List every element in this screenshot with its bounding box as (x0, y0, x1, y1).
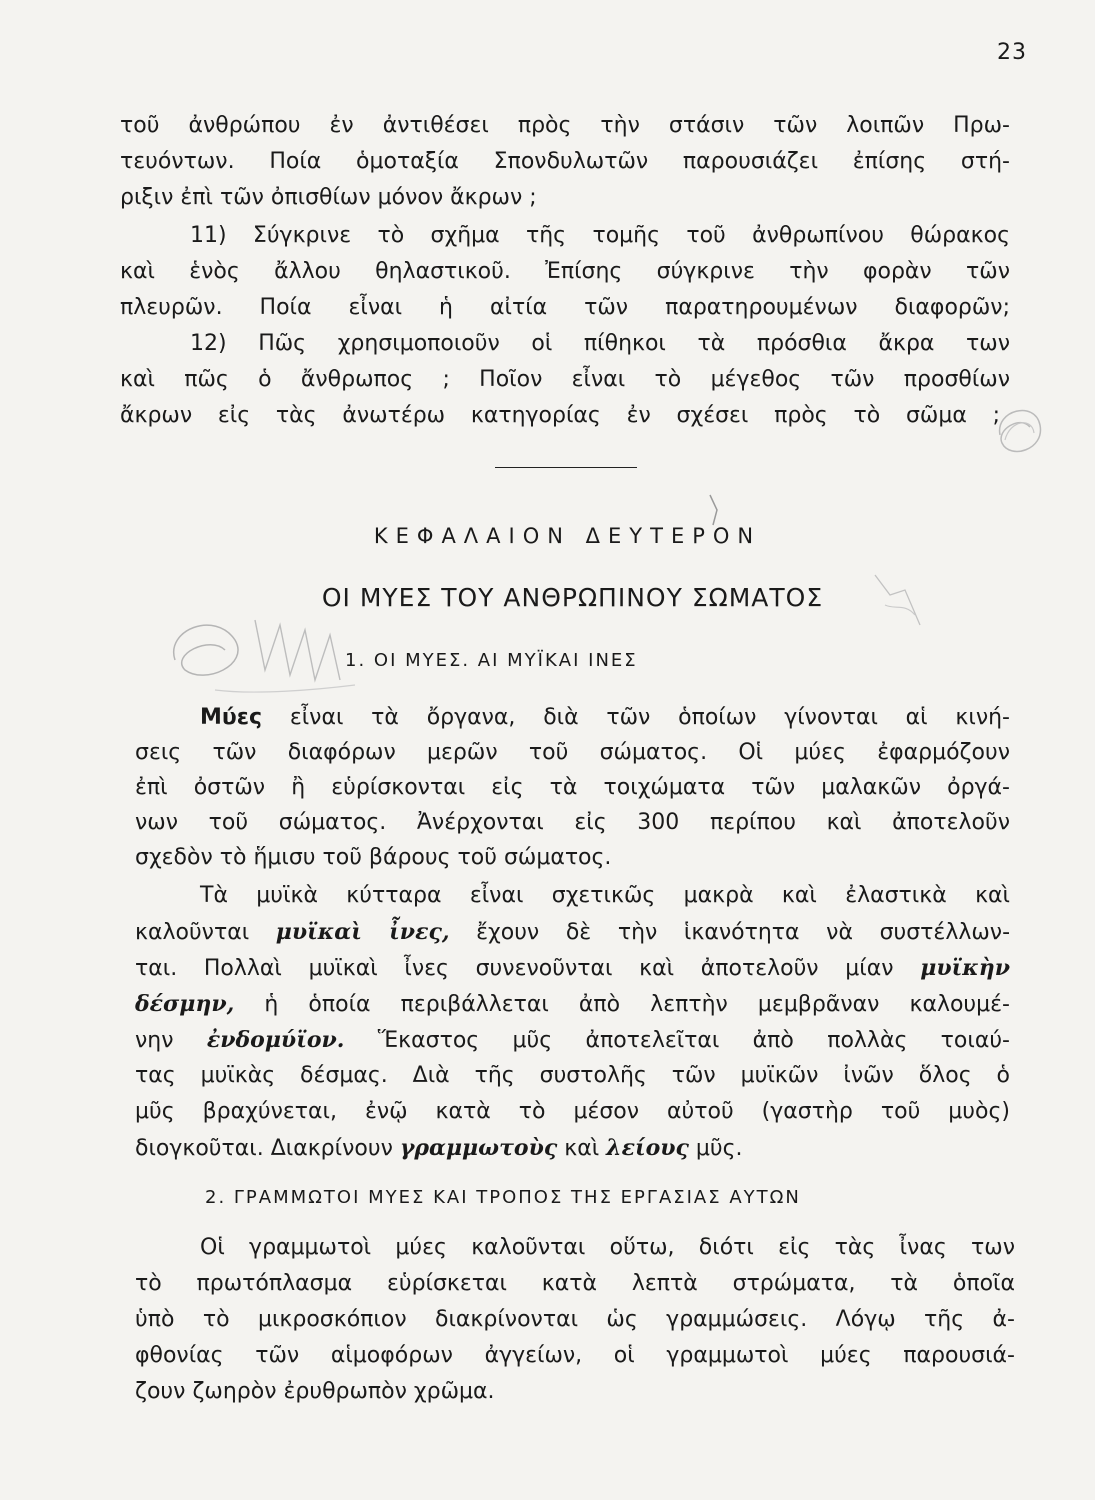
key-term: λείους (606, 1135, 689, 1161)
text-span: ἔχουν δὲ τὴν ἱκανότητα νὰ συστέλλων- (449, 920, 1011, 945)
paragraph-line: Οἱ γραμμωτοὶ μύες καλοῦνται οὕτω, διότι εἰς τὰς ἶνας των (200, 1235, 1015, 1260)
paragraph-line (135, 916, 1010, 949)
separator-rule (495, 467, 637, 468)
text-span: καὶ (557, 1136, 607, 1161)
key-term: γραμμωτοὺς (399, 1135, 558, 1161)
key-term: δέσμην, (135, 991, 235, 1017)
paragraph-line: σεις τῶν διαφόρων μερῶν τοῦ σώματος. Οἱ μύες ἐφαρμόζουν (135, 740, 1010, 765)
paragraph-line: σχεδὸν τὸ ἥμισυ τοῦ βάρους τοῦ σώματος. (135, 845, 612, 870)
paragraph-line: μῦς βραχύνεται, ἐνῷ κατὰ τὸ μέσον αὐτοῦ (γαστὴρ τοῦ μυὸς) (135, 1099, 1010, 1124)
key-term: μυϊκαὶ ἶνες, (275, 919, 450, 945)
text-span: νην (135, 1028, 207, 1053)
text-span: καλοῦνται (135, 920, 276, 945)
question-line: 11) Σύγκρινε τὸ σχῆμα τῆς τομῆς τοῦ ἀνθρωπίνου θώρακος (190, 223, 1010, 248)
paragraph-line: ὑπὸ τὸ μικροσκόπιον διακρίνονται ὡς γραμμώσεις. Λόγῳ τῆς ἀ- (135, 1307, 1015, 1332)
section-heading: 2. ΓΡΑΜΜΩΤΟΙ ΜΥΕΣ ΚΑΙ ΤΡΟΠΟΣ ΤΗΣ ΕΡΓΑΣΙΑΣ ΑΥΤΩΝ (205, 1187, 801, 1208)
question-line: τοῦ ἀνθρώπου ἐν ἀντιθέσει πρὸς τὴν στάσιν τῶν λοιπῶν Πρω- (120, 113, 1010, 138)
paragraph-line (135, 988, 1010, 1021)
paragraph-line (135, 1024, 1010, 1057)
question-line: καὶ πῶς ὁ ἄνθρωπος ; Ποῖον εἶναι τὸ μέγεθος τῶν προσθίων (120, 367, 1010, 392)
text-span: ἡ ὁποία περιβάλλεται ἀπὸ λεπτὴν μεμβρᾶναν καλουμέ- (234, 992, 1010, 1017)
key-term: ἐνδομύϊον. (206, 1027, 345, 1053)
paragraph-line: ζουν ζωηρὸν ἐρυθρωπὸν χρῶμα. (135, 1379, 495, 1404)
question-line: ἄκρων εἰς τὰς ἀνωτέρω κατηγορίας ἐν σχέσει πρὸς τὸ σῶμα ; (120, 403, 1000, 428)
text-span: Ἕκαστος μῦς ἀποτελεῖται ἀπὸ πολλὰς τοιαύ- (344, 1028, 1010, 1053)
chapter-title: ΟΙ ΜΥΕΣ ΤΟΥ ΑΝΘΡΩΠΙΝΟΥ ΣΩΜΑΤΟΣ (321, 583, 824, 612)
paragraph-line: τὸ πρωτόπλασμα εὑρίσκεται κατὰ λεπτὰ στρώματα, τὰ ὁποῖα (135, 1271, 1015, 1296)
chapter-label: ΚΕΦΑΛΑΙΟΝ ΔΕΥΤΕΡΟΝ (373, 524, 762, 548)
page-number: 23 (997, 40, 1027, 65)
text-span: μῦς. (688, 1136, 743, 1161)
question-line: πλευρῶν. Ποία εἶναι ἡ αἰτία τῶν παρατηρουμένων διαφορῶν; (120, 295, 1010, 320)
paragraph-line: φθονίας τῶν αἱμοφόρων ἀγγείων, οἱ γραμμωτοὶ μύες παρουσιά- (135, 1343, 1015, 1368)
paragraph-line: νων τοῦ σώματος. Ἀνέρχονται εἰς 300 περίπου καὶ ἀποτελοῦν (135, 810, 1010, 835)
question-line: ριξιν ἐπὶ τῶν ὀπισθίων μόνον ἄκρων ; (120, 185, 537, 210)
paragraph-line (200, 702, 1010, 734)
paragraph-line: Τὰ μυϊκὰ κύτταρα εἶναι σχετικῶς μακρὰ καὶ ἐλαστικὰ καὶ (200, 883, 1010, 908)
key-term: Μύες (200, 705, 263, 730)
paragraph-line: τας μυϊκὰς δέσμας. Διὰ τῆς συστολῆς τῶν μυϊκῶν ἰνῶν ὅλος ὁ (135, 1063, 1010, 1088)
question-line: 12) Πῶς χρησιμοποιοῦν οἱ πίθηκοι τὰ πρόσθια ἄκρα των (190, 331, 1010, 356)
question-line: καὶ ἑνὸς ἄλλου θηλαστικοῦ. Ἐπίσης σύγκρινε τὴν φορὰν τῶν (120, 259, 1010, 284)
text-span: ται. Πολλαὶ μυϊκαὶ ἶνες συνενοῦνται καὶ ἀποτελοῦν μίαν (135, 956, 921, 981)
question-line: τευόντων. Ποία ὁμοταξία Σπονδυλωτῶν παρουσιάζει ἐπίσης στή- (120, 149, 1010, 174)
paragraph-line (135, 952, 1010, 985)
paragraph-line: ἐπὶ ὀστῶν ἢ εὑρίσκονται εἰς τὰ τοιχώματα τῶν μαλακῶν ὀργά- (135, 775, 1010, 800)
text-span: εἶναι τὰ ὄργανα, διὰ τῶν ὁποίων γίνονται αἱ κινή- (262, 705, 1010, 730)
text-span: διογκοῦται. Διακρίνουν (135, 1136, 400, 1161)
section-heading: 1. ΟΙ ΜΥΕΣ. ΑΙ ΜΥΪΚΑΙ ΙΝΕΣ (345, 650, 638, 671)
key-term: μυϊκὴν (920, 955, 1010, 981)
paragraph-line (135, 1132, 1010, 1165)
